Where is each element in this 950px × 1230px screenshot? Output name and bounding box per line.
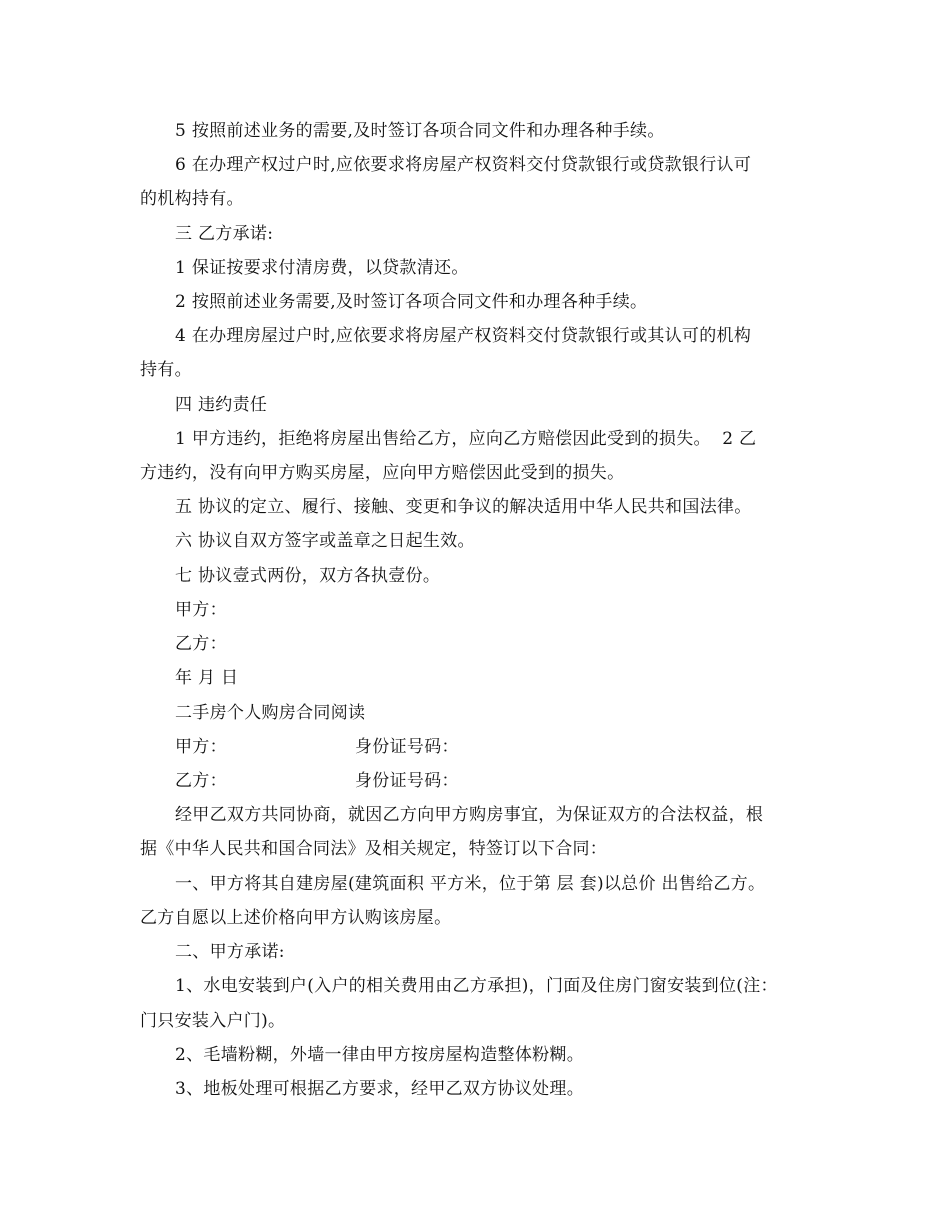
- text-line: 4 在办理房屋过户时,应依要求将房屋产权资料交付贷款银行或其认可的机构: [175, 326, 752, 346]
- text-line: 5 按照前述业务的需要,及时签订各项合同文件和办理各种手续。: [175, 121, 665, 141]
- section-heading: 三 乙方承诺:: [175, 224, 274, 244]
- id-number-label: 身份证号码：: [355, 737, 459, 757]
- text-line: 方违约，没有向甲方购买房屋，应向甲方赔偿因此受到的损失。: [140, 463, 625, 483]
- text-line: 经甲乙双方共同协商，就因乙方向甲方购房事宜，为保证双方的合法权益，根: [175, 805, 764, 825]
- text-line: 6 在办理产权过户时,应依要求将房屋产权资料交付贷款银行或贷款银行认可: [175, 155, 752, 175]
- date-label: 年 月 日: [175, 668, 239, 688]
- party-label: 乙方：: [175, 771, 227, 791]
- section-heading: 四 违约责任: [175, 395, 268, 415]
- section-heading: 二、甲方承诺:: [175, 942, 285, 962]
- section-heading: 七 协议壹式两份，双方各执壹份。: [175, 566, 441, 586]
- section-heading: 六 协议自双方签字或盖章之日起生效。: [175, 531, 475, 551]
- section-heading: 五 协议的定立、履行、接触、变更和争议的解决适用中华人民共和国法律。: [175, 497, 752, 517]
- signature-label: 乙方：: [175, 634, 227, 654]
- document-title: 二手房个人购房合同阅读: [175, 703, 366, 723]
- text-line: 据《中华人民共和国合同法》及相关规定，特签订以下合同：: [140, 839, 608, 859]
- text-line: 的机构持有。: [140, 189, 244, 209]
- text-line: 1、水电安装到户(入户的相关费用由乙方承担)，门面及住房门窗安装到位(注：: [175, 976, 778, 996]
- text-line: 1 保证按要求付清房费，以贷款清还。: [175, 258, 469, 278]
- text-line: 一、甲方将其自建房屋(建筑面积 平方米，位于第 层 套)以总价 出售给乙方。: [175, 874, 766, 894]
- id-number-label: 身份证号码：: [355, 771, 459, 791]
- signature-label: 甲方：: [175, 600, 227, 620]
- text-line: 持有。: [140, 360, 192, 380]
- text-line: 门只安装入户门)。: [140, 1011, 286, 1031]
- party-label: 甲方：: [175, 737, 227, 757]
- text-line: 3、地板处理可根据乙方要求，经甲乙双方协议处理。: [175, 1079, 585, 1099]
- text-line: 2、毛墙粉糊，外墙一律由甲方按房屋构造整体粉糊。: [175, 1045, 585, 1065]
- text-line: 乙方自愿以上述价格向甲方认购该房屋。: [140, 908, 452, 928]
- text-line: 1 甲方违约，拒绝将房屋出售给乙方，应向乙方赔偿因此受到的损失。 2 乙: [175, 429, 757, 449]
- text-line: 2 按照前述业务需要,及时签订各项合同文件和办理各种手续。: [175, 292, 648, 312]
